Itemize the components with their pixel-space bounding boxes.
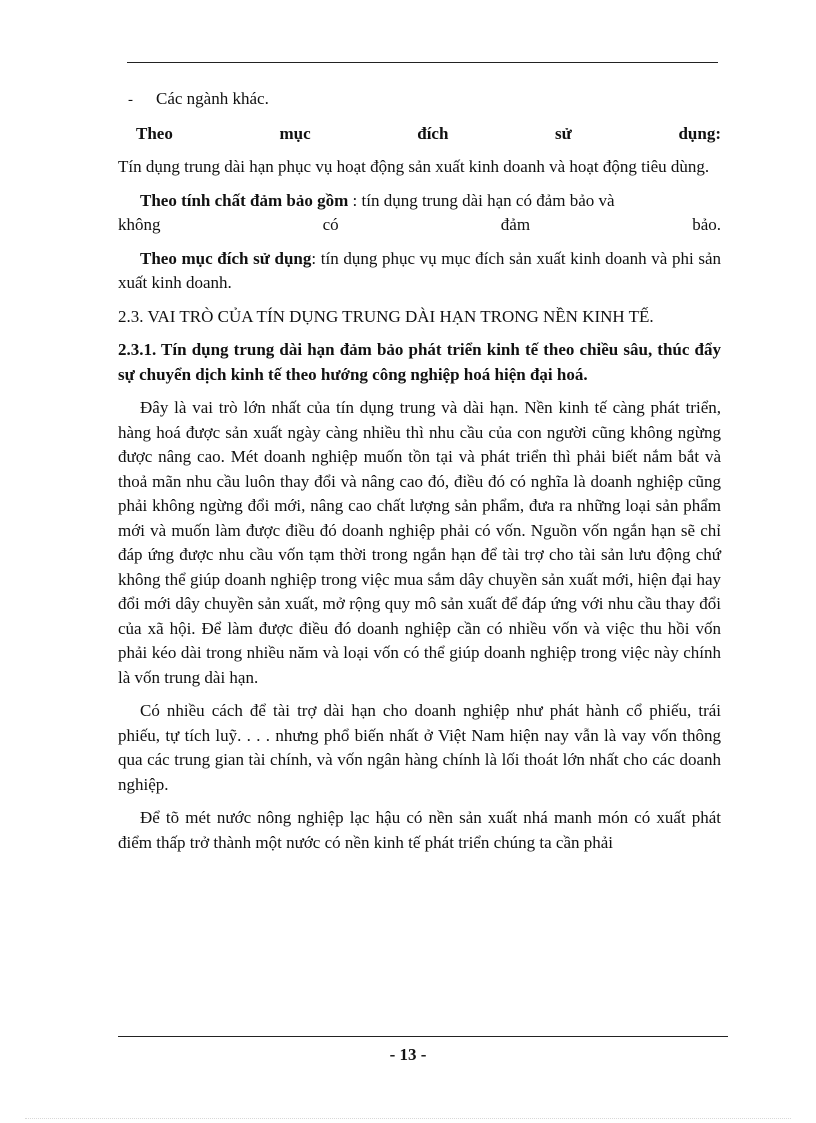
guarantee-word: đảm [500,215,531,234]
usage-bold: Theo mục đích sử dụng [140,248,312,268]
purpose-heading-word: Theo [136,123,173,143]
subsection-heading: 2.3.1. Tín dụng trung dài hạn đảm bảo phát triển kinh tế theo chiều sâu, thúc đẩy sự chuyển dịch kinh tế theo hướng công nghiệp hoá hiện đại hoá. [118,340,721,384]
purpose-heading-word: dụng: [678,123,721,143]
guarantee-text: : tín dụng trung dài hạn có đảm bảo và [348,190,615,210]
page-number: - 13 - [389,1045,427,1064]
guarantee-bold: Theo tính chất đảm bảo gồm [140,190,349,210]
purpose-heading-word: đích [417,123,449,143]
body-paragraph-1: Đây là vai trò lớn nhất của tín dụng trung và dài hạn. Nền kinh tế càng phát triển, hàng hoá được sản xuất ngày càng nhiều thì nhu cầu của con người cũng không ngừng được nâng cao. Mét doanh nghiệp muốn tồn tại và phát triển thì phải biết nắm bắt và thoả mãn nhu cầu luôn thay đổi và nâng cao đó, điều đó có nghĩa là doanh nghiệp cũng phải không ngừng đổi mới, nâng cao chất lượng sản phẩm, đưa ra những loại sản phẩm mới và muốn làm được điều đó doanh nghiệp phải có vốn. Nguồn vốn ngắn hạn sẽ chỉ đáp ứng được nhu cầu vốn tạm thời trong ngắn hạn để tài trợ cho tài sản lưu động chứ không thể giúp doanh nghiệp trong việc mua sắm dây chuyền sản xuất mới, hiện đại hay đổi mới dây chuyền sản xuất, mở rộng quy mô sản xuất để đáp ứng với nhu cầu thay đổi của xã hội. Để làm được điều đó doanh nghiệp cần có nhiều vốn và việc thu hồi vốn phải kéo dài trong nhiều năm và loại vốn có thể giúp doanh nghiệp trong việc này chính là vốn trung dài hạn. [118,398,721,687]
guarantee-paragraph [118,189,721,238]
guarantee-line-1 [118,189,721,214]
page-body [118,87,721,864]
guarantee-line-2 [118,213,721,238]
body-paragraph-3: Để tõ mét nước nông nghiệp lạc hậu có nền sản xuất nhá manh món có xuất phát điểm thấp trở thành một nước có nền kinh tế phát triển chúng ta cần phải [118,808,721,852]
guarantee-word: bảo. [692,215,721,234]
purpose-paragraph: Tín dụng trung dài hạn phục vụ hoạt động sản xuất kinh doanh và hoạt động tiêu dùng. [118,157,710,176]
guarantee-word: không [118,215,161,234]
bullet-text: Các ngành khác. [156,89,269,108]
usage-text: : tín dụng phục vụ mục đích sản xuất kinh doanh và phi sản xuất kinh doanh. [118,248,721,292]
header-rule [127,62,718,63]
footer-rule [118,1036,728,1037]
page-edge-dots [25,1118,791,1119]
purpose-heading-word: mục [279,123,311,143]
guarantee-word: có [322,215,339,234]
purpose-heading-word: sử [555,123,572,143]
purpose-heading [118,122,721,147]
usage-paragraph [118,247,721,296]
body-paragraph-2: Có nhiều cách để tài trợ dài hạn cho doanh nghiệp như phát hành cổ phiếu, trái phiếu, tự tích luỹ. . . . nhưng phổ biến nhất ở Việt Nam hiện nay vẫn là vay vốn thông qua các trung gian tài chính, và vốn ngân hàng chính là lối thoát lớn nhất cho các doanh nghiệp. [118,701,721,794]
section-heading: 2.3. VAI TRÒ CỦA TÍN DỤNG TRUNG DÀI HẠN TRONG NỀN KINH TẾ. [118,306,654,326]
bullet-mark: - [128,92,133,108]
bullet-item [118,87,721,113]
